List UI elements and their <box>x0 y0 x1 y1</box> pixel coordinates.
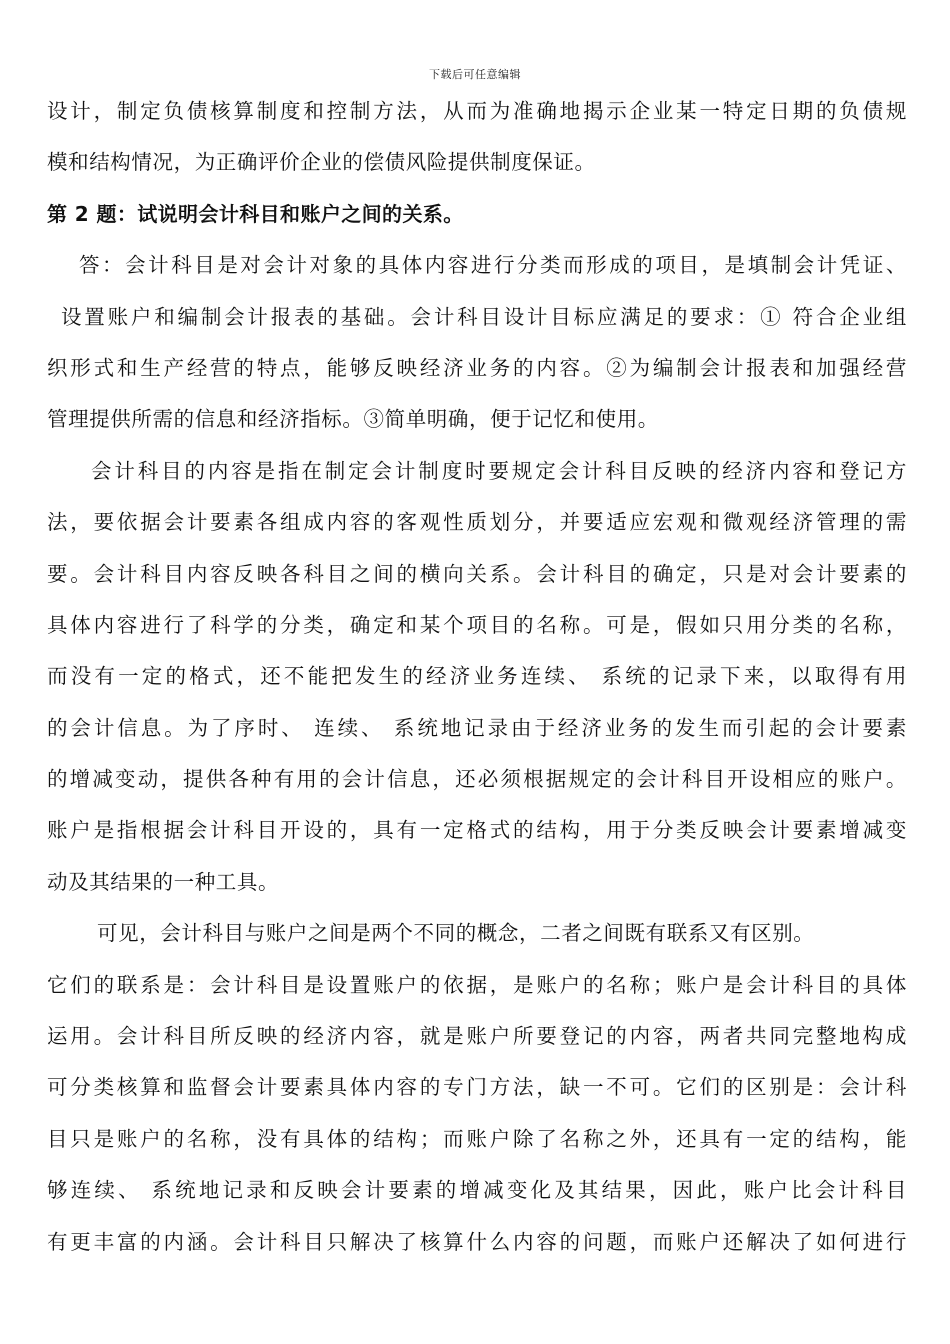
text-line: 法，要依据会计要素各组成内容的客观性质划分，并要适应宏观和微观经济管理的需 <box>47 510 907 535</box>
question-heading: 第 2 题：试说明会计科目和账户之间的关系。 <box>47 201 464 226</box>
text-line: 目只是账户的名称，没有具体的结构；而账户除了名称之外，还具有一定的结构，能 <box>47 1126 907 1151</box>
text-line: 而没有一定的格式，还不能把发生的经济业务连续、 系统的记录下来，以取得有用 <box>47 664 907 689</box>
answer-first-line: 答：会计科目是对会计对象的具体内容进行分类而形成的项目，是填制会计凭证、 <box>79 253 907 278</box>
text-line: 织形式和生产经营的特点，能够反映经济业务的内容。②为编制会计报表和加强经营 <box>47 355 907 380</box>
text-line: 具体内容进行了科学的分类，确定和某个项目的名称。可是，假如只用分类的名称， <box>47 612 907 637</box>
paragraph-first-line: 可见，会计科目与账户之间是两个不同的概念，二者之间既有联系又有区别。 <box>97 921 815 946</box>
text-line: 动及其结果的一种工具。 <box>47 869 280 894</box>
paragraph-first-line: 会计科目的内容是指在制定会计制度时要规定会计科目反映的经济内容和登记方 <box>91 458 907 483</box>
text-line: 设计，制定负债核算制度和控制方法，从而为准确地揭示企业某一特定日期的负债规 <box>47 99 907 123</box>
text-line: 模和结构情况，为正确评价企业的偿债风险提供制度保证。 <box>47 150 596 175</box>
text-line: 运用。会计科目所反映的经济内容，就是账户所要登记的内容，两者共同完整地构成 <box>47 1024 907 1049</box>
page-header-note: 下载后可任意编辑 <box>429 68 521 81</box>
text-line: 有更丰富的内涵。会计科目只解决了核算什么内容的问题，而账户还解决了如何进行 <box>47 1229 907 1254</box>
text-line: 账户是指根据会计科目开设的，具有一定格式的结构，用于分类反映会计要素增减变 <box>47 818 907 843</box>
text-line: 管理提供所需的信息和经济指标。③简单明确，便于记忆和使用。 <box>47 407 659 432</box>
text-line: 设置账户和编制会计报表的基础。会计科目设计目标应满足的要求：① 符合企业组 <box>61 304 907 329</box>
text-line: 的增减变动，提供各种有用的会计信息，还必须根据规定的会计科目开设相应的账户。 <box>47 767 907 792</box>
text-line: 的会计信息。为了序时、 连续、 系统地记录由于经济业务的发生而引起的会计要素 <box>47 715 907 740</box>
document-body <box>47 86 907 1268</box>
text-line: 可分类核算和监督会计要素具体内容的专门方法，缺一不可。它们的区别是：会计科 <box>47 1075 907 1100</box>
text-line: 够连续、 系统地记录和反映会计要素的增减变化及其结果，因此，账户比会计科目 <box>47 1178 907 1203</box>
text-line: 它们的联系是：会计科目是设置账户的依据，是账户的名称；账户是会计科目的具体 <box>47 972 907 997</box>
text-line: 要。会计科目内容反映各科目之间的横向关系。会计科目的确定，只是对会计要素的 <box>47 561 907 586</box>
